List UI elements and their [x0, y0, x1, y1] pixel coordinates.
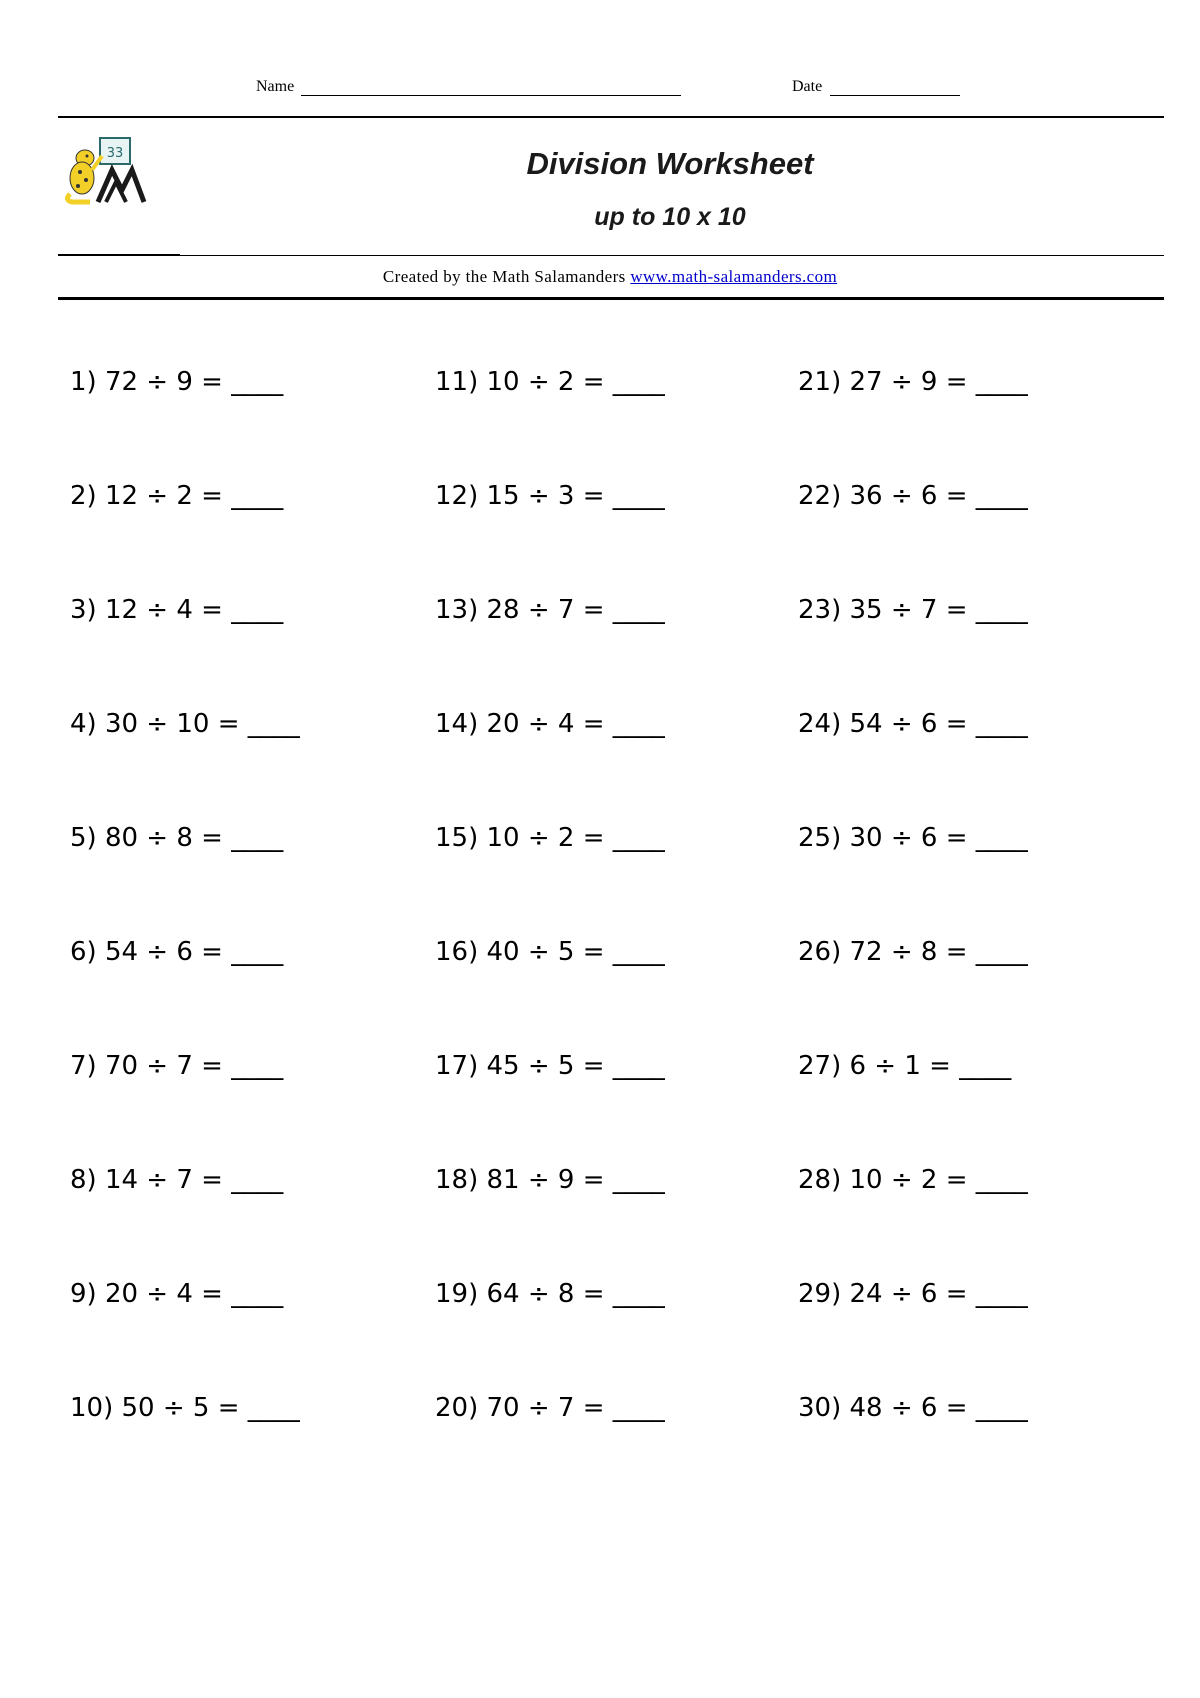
problem-24: 24) 54 ÷ 6 = ____: [798, 709, 1028, 739]
name-field[interactable]: [301, 95, 681, 96]
date-label: Date: [792, 78, 823, 95]
board-text: 33: [106, 146, 124, 161]
problem-25: 25) 30 ÷ 6 = ____: [798, 823, 1028, 853]
problem-28: 28) 10 ÷ 2 = ____: [798, 1165, 1028, 1195]
problem-14: 14) 20 ÷ 4 = ____: [435, 709, 665, 739]
problem-10: 10) 50 ÷ 5 = ____: [70, 1393, 300, 1423]
problem-1: 1) 72 ÷ 9 = ____: [70, 367, 284, 397]
problem-22: 22) 36 ÷ 6 = ____: [798, 481, 1028, 511]
page-subtitle: up to 10 x 10: [594, 203, 746, 231]
name-date-bar: [0, 78, 1200, 102]
date-field[interactable]: [830, 95, 960, 96]
problem-20: 20) 70 ÷ 7 = ____: [435, 1393, 665, 1423]
problem-18: 18) 81 ÷ 9 = ____: [435, 1165, 665, 1195]
problem-30: 30) 48 ÷ 6 = ____: [798, 1393, 1028, 1423]
problem-19: 19) 64 ÷ 8 = ____: [435, 1279, 665, 1309]
problem-12: 12) 15 ÷ 3 = ____: [435, 481, 665, 511]
problem-4: 4) 30 ÷ 10 = ____: [70, 709, 300, 739]
page-title: Division Worksheet: [526, 146, 814, 181]
divider-bottom: [58, 297, 1164, 300]
problem-27: 27) 6 ÷ 1 = ____: [798, 1051, 1012, 1081]
problem-7: 7) 70 ÷ 7 = ____: [70, 1051, 284, 1081]
problem-15: 15) 10 ÷ 2 = ____: [435, 823, 665, 853]
name-label: Name: [256, 78, 295, 95]
problem-23: 23) 35 ÷ 7 = ____: [798, 595, 1028, 625]
problem-3: 3) 12 ÷ 4 = ____: [70, 595, 284, 625]
credit-line: [0, 267, 1200, 287]
credit-text: Created by the Math Salamanders: [382, 267, 626, 286]
credit-link[interactable]: www.math-salamanders.com: [630, 267, 838, 286]
problem-11: 11) 10 ÷ 2 = ____: [435, 367, 665, 397]
problem-6: 6) 54 ÷ 6 = ____: [70, 937, 284, 967]
problem-17: 17) 45 ÷ 5 = ____: [435, 1051, 665, 1081]
problem-9: 9) 20 ÷ 4 = ____: [70, 1279, 284, 1309]
problem-29: 29) 24 ÷ 6 = ____: [798, 1279, 1028, 1309]
problem-2: 2) 12 ÷ 2 = ____: [70, 481, 284, 511]
divider-middle: [58, 255, 1164, 256]
problem-5: 5) 80 ÷ 8 = ____: [70, 823, 284, 853]
problem-21: 21) 27 ÷ 9 = ____: [798, 367, 1028, 397]
divider-top: [58, 116, 1164, 118]
problem-8: 8) 14 ÷ 7 = ____: [70, 1165, 284, 1195]
problem-16: 16) 40 ÷ 5 = ____: [435, 937, 665, 967]
problem-13: 13) 28 ÷ 7 = ____: [435, 595, 665, 625]
problem-26: 26) 72 ÷ 8 = ____: [798, 937, 1028, 967]
